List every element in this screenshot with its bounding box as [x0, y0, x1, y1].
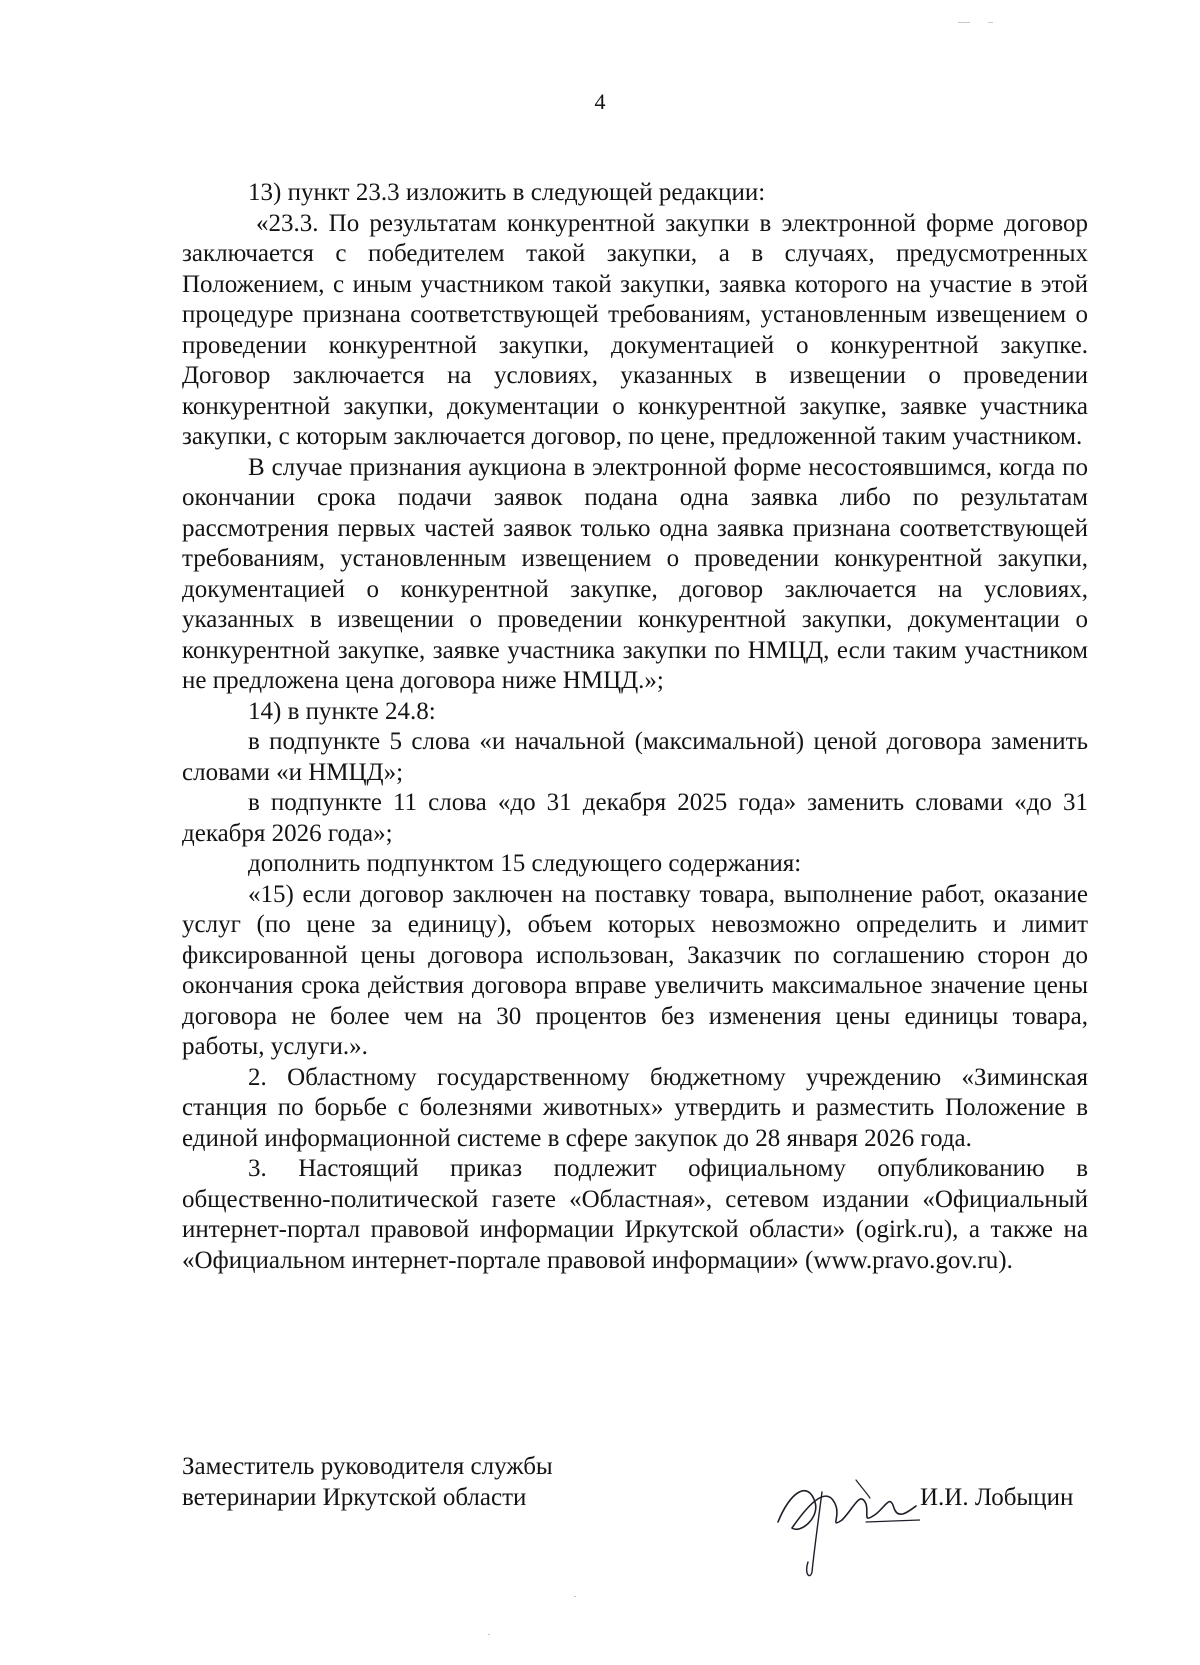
signer-position-line-1: Заместитель руководителя службы [182, 1453, 553, 1480]
handwritten-signature [770, 1462, 920, 1582]
paragraph-14-heading: 14) в пункте 24.8: [248, 697, 436, 725]
signer-position [182, 1452, 553, 1513]
paragraph-add-subpoint-15: дополнить подпунктом 15 следующего содержания: [248, 850, 802, 877]
signer-name: И.И. Лобыцин [920, 1484, 1074, 1511]
signer-position-line-2: ветеринарии Иркутской области [182, 1483, 527, 1511]
document-body [182, 178, 1088, 1276]
paragraph-subpoint-15: «15) если договор заключен на поставку товара, выполнение работ, оказание услуг (по цене за единицу), объем которых невозможно определить и лимит фиксированной цены договора использован, Заказчик по соглашению сторон до окончания срока действия договора вправе увеличить максимальное значение цены договора не более чем на 30 процентов без изменения цены единицы товара, работы, услуги.». [182, 880, 1088, 1060]
page-number: 4 [594, 89, 606, 114]
paragraph-13-heading: 13) пункт 23.3 изложить в следующей редакции: [248, 179, 766, 206]
scan-artifact [574, 1596, 576, 1597]
scan-artifact [958, 22, 970, 23]
paragraph-auction: В случае признания аукциона в электронной форме несостоявшимся, когда по окончании срока подачи заявок подана одна заявка либо по результатам рассмотрения первых частей заявок только одна заявка признана соответствующей требованиям, установленным извещением о проведении конкурентной закупки, документацией о конкурентной закупке, договор заключается на условиях, указанных в извещении о проведении конкурентной закупки, документации о конкурентной закупке, заявке участника закупки по НМЦД, если таким участником не предложена цена договора ниже НМЦД.»; [182, 453, 1088, 694]
paragraph-item-2: 2. Областному государственному бюджетному учреждению «Зиминская станция по борьбе с болезнями животных» утвердить и разместить Положение в единой информационной системе в сфере закупок до 28 января 2026 года. [182, 1063, 1088, 1152]
paragraph-item-3: 3. Настоящий приказ подлежит официальному опубликованию в общественно-политической газете «Областная», сетевом издании «Официальный интернет-портал правовой информации Иркутской области» (ogirk.ru), а также на «Официальном интернет-портале правовой информации» (www.pravo.gov.ru). [182, 1155, 1088, 1274]
scan-artifact [988, 22, 993, 23]
scan-artifact [488, 1634, 490, 1635]
paragraph-subpoint-11: в подпункте 11 слова «до 31 декабря 2025 года» заменить словами «до 31 декабря 2026 года»; [182, 789, 1088, 847]
paragraph-23-3: «23.3. По результатам конкурентной закупки в электронной форме договор заключается с победителем такой закупки, а в случаях, предусмотренных Положением, с иным участником такой закупки, заявка которого на участие в этой процедуре признана соответствующей требованиям, установленным извещением о проведении конкурентной закупки, документацией о конкурентной закупке. Договор заключается на условиях, указанных в извещении о проведении конкурентной закупки, документации о конкурентной закупке, заявке участника закупки, с которым заключается договор, по цене, предложенной таким участником. [182, 209, 1088, 450]
paragraph-subpoint-5: в подпункте 5 слова «и начальной (максимальной) ценой договора заменить словами «и НМЦД»; [182, 728, 1088, 786]
